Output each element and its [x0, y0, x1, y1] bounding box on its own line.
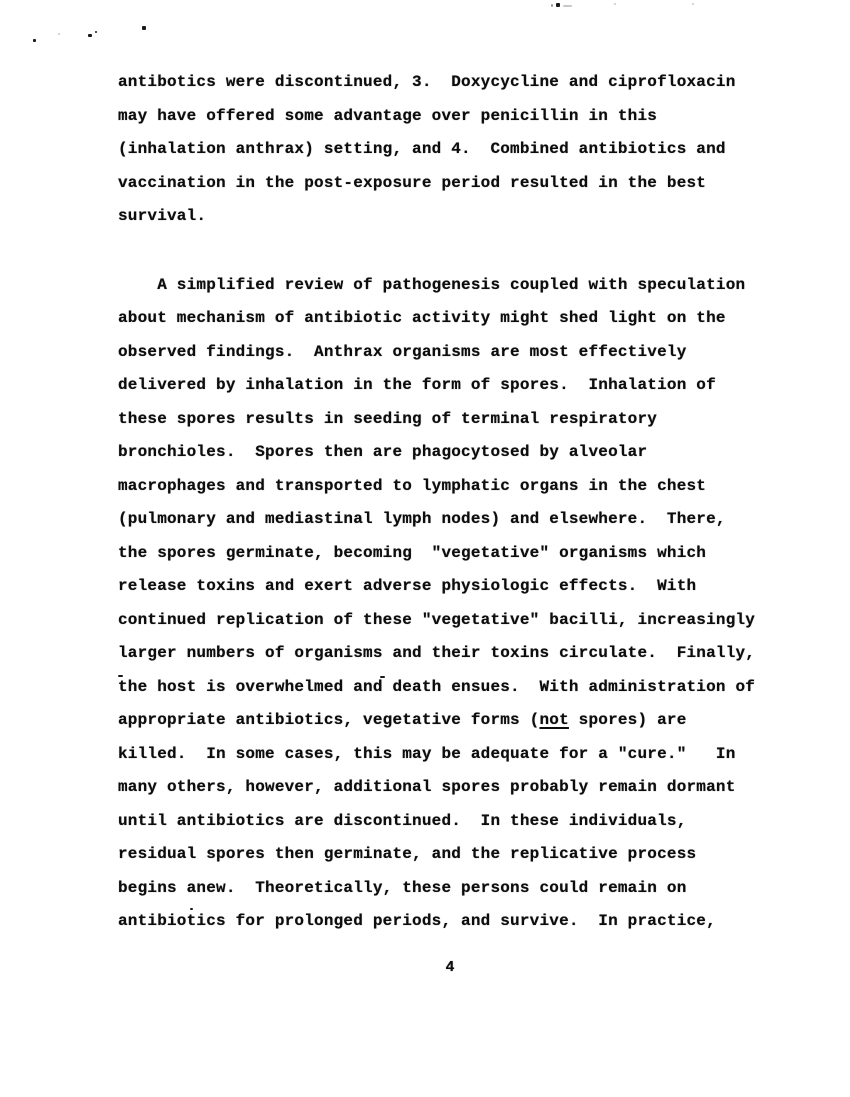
text-line: delivered by inhalation in the form of spores. Inhalation of	[118, 376, 716, 394]
text-segment: spores) are	[568, 711, 687, 729]
text-line: (pulmonary and mediastinal lymph nodes) and elsewhere. There,	[118, 510, 726, 528]
paragraph-gap	[118, 234, 782, 269]
text-line: observed findings. Anthrax organisms are most effectively	[118, 342, 687, 361]
scan-speck	[563, 5, 572, 7]
text-line: survival.	[118, 207, 207, 225]
text-line: (inhalation anthrax) setting, and 4. Combined antibiotics and	[118, 140, 726, 158]
text-line: the spores germinate, becoming "vegetative" organisms which	[118, 543, 707, 562]
text-line: begins anew. Theoretically, these persons could remain on	[118, 878, 687, 897]
text-segment: appropriate antibiotics, vegetative forms (	[118, 711, 540, 729]
text-line: A simplified review of pathogenesis coupled with speculation	[118, 275, 746, 294]
scan-speck	[142, 26, 146, 30]
text-line: vaccination in the post-exposure period resulted in the best	[118, 173, 707, 192]
underlined-word: not	[539, 711, 569, 729]
scan-speck	[556, 3, 560, 7]
document-text-block	[118, 66, 782, 984]
page-number: 4	[445, 958, 455, 976]
text-line: antibiotics for prolonged periods, and survive. In practice,	[118, 912, 716, 930]
text-line: may have offered some advantage over penicillin in this	[118, 106, 658, 125]
text-line: release toxins and exert adverse physiologic effects. With	[118, 577, 697, 595]
text-line: larger numbers of organisms and their toxins circulate. Finally,	[118, 644, 756, 662]
text-line: these spores results in seeding of terminal respiratory	[118, 409, 658, 428]
scan-speck	[614, 3, 616, 5]
text-line: bronchioles. Spores then are phagocytosed by alveolar	[118, 443, 648, 461]
scan-speck	[88, 34, 92, 37]
text-line: until antibiotics are discontinued. In these individuals,	[118, 811, 687, 830]
text-line: about mechanism of antibiotic activity might shed light on the	[118, 309, 726, 327]
scan-speck	[551, 4, 553, 7]
text-line: residual spores then germinate, and the replicative process	[118, 845, 697, 863]
text-line: killed. In some cases, this may be adequate for a "cure." In	[118, 744, 736, 763]
text-line: antibotics were discontinued, 3. Doxycycline and ciprofloxacin	[118, 73, 736, 91]
text-line: macrophages and transported to lymphatic organs in the chest	[118, 476, 707, 495]
text-line: the host is overwhelmed and death ensues. With administration of	[118, 677, 756, 696]
scan-speck	[58, 33, 60, 35]
text-line-with-underline	[118, 704, 782, 738]
text-line: continued replication of these "vegetative" bacilli, increasingly	[118, 610, 756, 629]
scan-speck	[95, 31, 97, 33]
scan-speck	[692, 3, 694, 5]
text-line: many others, however, additional spores probably remain dormant	[118, 778, 736, 796]
scan-speck	[33, 39, 36, 42]
